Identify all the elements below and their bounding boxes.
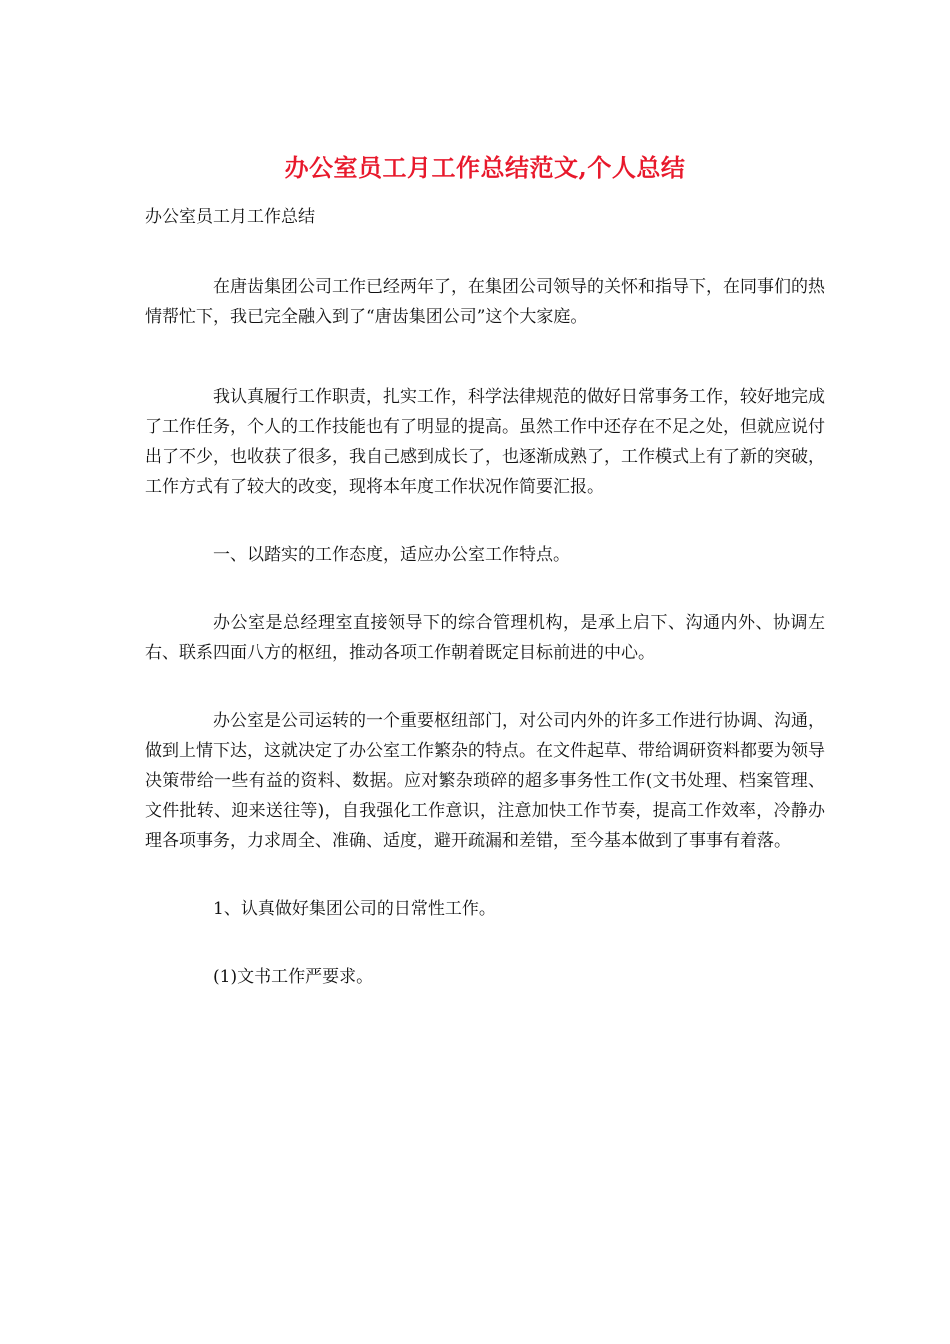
paragraph-summary: 我认真履行工作职责，扎实工作，科学法律规范的做好日常事务工作，较好地完成了工作任务，个人的工作技能也有了明显的提高。虽然工作中还存在不足之处，但就应说付出了不少，也收获了很多，我自己感到成长了，也逐渐成熟了，工作模式上有了新的突破，工作方式有了较大的改变，现将本年度工作状况作简要汇报。: [145, 387, 825, 497]
subsection-heading-1-1: (1)文书工作严要求。: [213, 967, 374, 987]
subsection-heading-1: 1、认真做好集团公司的日常性工作。: [213, 899, 496, 919]
section-heading-1: 一、以踏实的工作态度，适应办公室工作特点。: [213, 545, 570, 565]
paragraph-office-role: 办公室是总经理室直接领导下的综合管理机构，是承上启下、沟通内外、协调左右、联系四面八方的枢纽，推动各项工作朝着既定目标前进的中心。: [145, 613, 825, 663]
document-page: [145, 150, 825, 1030]
document-title: 办公室员工月工作总结范文,个人总结: [284, 153, 686, 182]
paragraph-office-work: 办公室是公司运转的一个重要枢纽部门，对公司内外的许多工作进行协调、沟通，做到上情下达，这就决定了办公室工作繁杂的特点。在文件起草、带给调研资料都要为领导决策带给一些有益的资料、数据。应对繁杂琐碎的超多事务性工作(文书处理、档案管理、文件批转、迎来送往等)，自我强化工作意识，注意加快工作节奏，提高工作效率，冷静办理各项事务，力求周全、准确、适度，避开疏漏和差错，至今基本做到了事事有着落。: [145, 711, 825, 851]
document-subtitle: 办公室员工月工作总结: [145, 207, 315, 227]
paragraph-intro: 在唐齿集团公司工作已经两年了，在集团公司领导的关怀和指导下，在同事们的热情帮忙下，我已完全融入到了“唐齿集团公司”这个大家庭。: [145, 277, 825, 327]
